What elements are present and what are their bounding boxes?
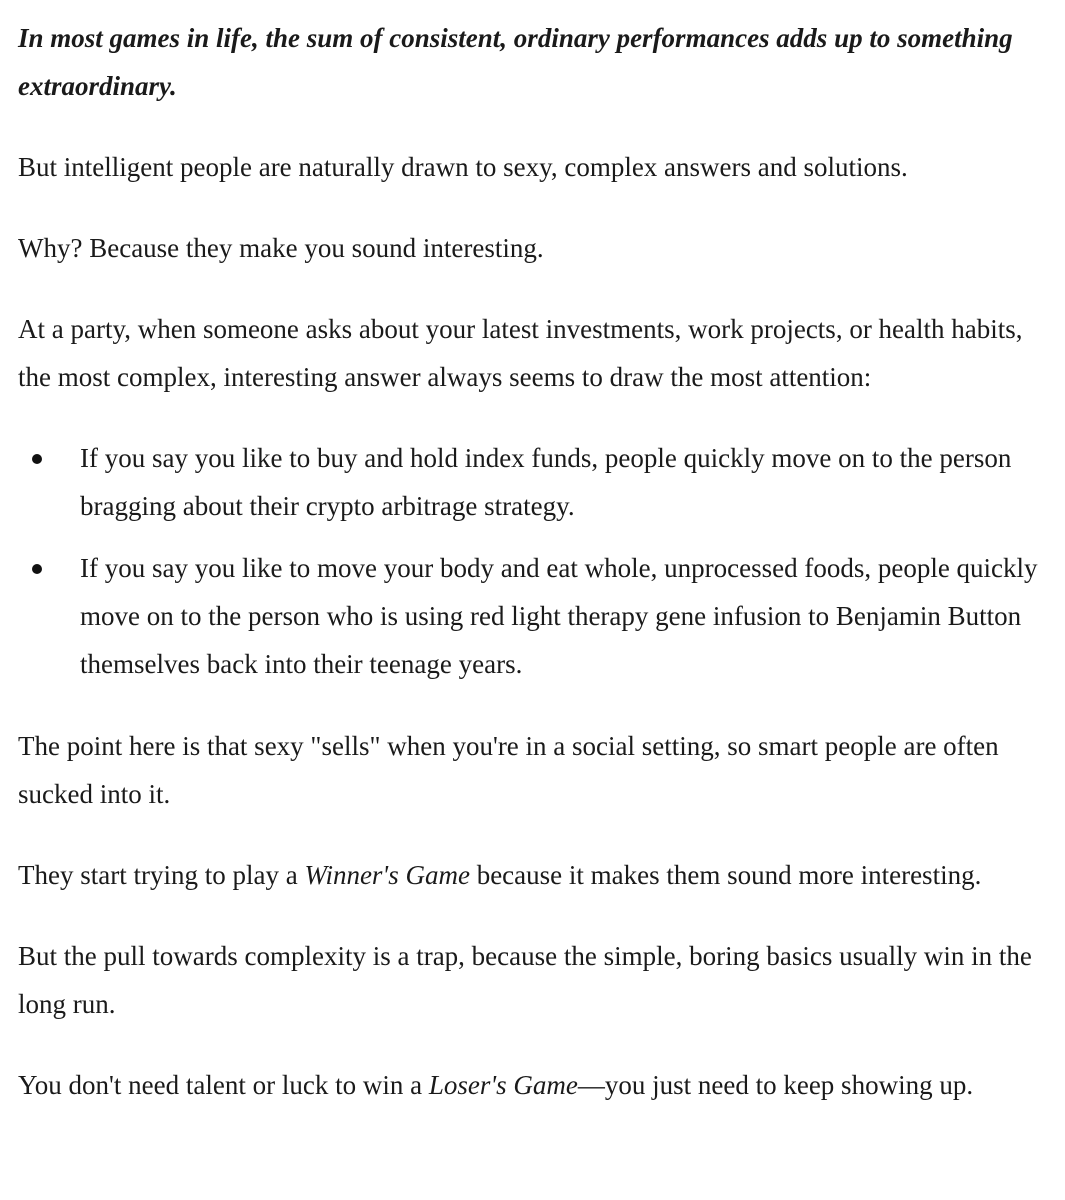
paragraph-losers-game bbox=[18, 1061, 1047, 1109]
emphasis-losers-game: Loser's Game bbox=[428, 1070, 578, 1100]
text-segment: —you just need to keep showing up. bbox=[577, 1070, 974, 1100]
lead-paragraph: In most games in life, the sum of consistent, ordinary performances adds up to something extraordinary. bbox=[18, 23, 1013, 101]
paragraph-complexity-trap: But the pull towards complexity is a trap, because the simple, boring basics usually win in the long run. bbox=[18, 941, 1032, 1019]
text-segment: They start trying to play a bbox=[18, 860, 305, 890]
list-item bbox=[18, 544, 1047, 688]
list-item-text: If you say you like to buy and hold index funds, people quickly move on to the person bragging about their crypto arbitrage strategy. bbox=[80, 443, 1012, 521]
bullet-dot-icon bbox=[32, 454, 42, 464]
list-item bbox=[18, 434, 1047, 530]
paragraph-why: Why? Because they make you sound interesting. bbox=[18, 233, 544, 263]
bullet-list bbox=[18, 434, 1047, 688]
bullet-dot-icon bbox=[32, 564, 42, 574]
paragraph-party: At a party, when someone asks about your latest investments, work projects, or health habits, the most complex, interesting answer always seems to draw the most attention: bbox=[18, 314, 1023, 392]
text-segment: You don't need talent or luck to win a bbox=[18, 1070, 429, 1100]
text-segment: because it makes them sound more interesting. bbox=[469, 860, 982, 890]
paragraph-winners-game bbox=[18, 851, 1047, 899]
list-item-text: If you say you like to move your body and eat whole, unprocessed foods, people quickly move on to the person who is using red light therapy gene infusion to Benjamin Button themselves back into their teenage years. bbox=[80, 553, 1038, 679]
paragraph-sexy-sells: The point here is that sexy "sells" when you're in a social setting, so smart people are often sucked into it. bbox=[18, 731, 999, 809]
emphasis-winners-game: Winner's Game bbox=[304, 860, 470, 890]
paragraph-intelligent-people: But intelligent people are naturally drawn to sexy, complex answers and solutions. bbox=[18, 152, 908, 182]
